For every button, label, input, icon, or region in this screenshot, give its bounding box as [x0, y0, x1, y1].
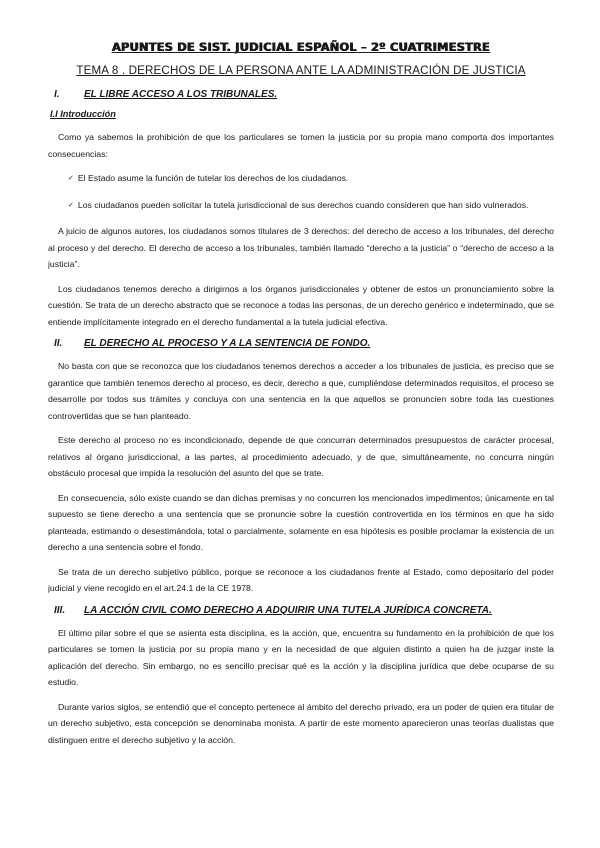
section-number: I.: [54, 89, 60, 100]
section-heading-1: [48, 89, 554, 100]
section-title: EL LIBRE ACCESO A LOS TRIBUNALES.: [84, 89, 278, 100]
paragraph: Los ciudadanos tenemos derecho a dirigirnos a los órganos jurisdiccionales y obtener de estos un pronunciamiento sobre la cuestión. Se trata de un derecho abstracto que se reconoce a todas las personas, de un derecho genérico e indeterminado, que se entiende implícitamente integrado en el derecho fundamental a la tutela judicial efectiva.: [48, 283, 554, 327]
section-title: EL DERECHO AL PROCESO Y A LA SENTENCIA DE FONDO.: [84, 338, 371, 349]
check-bullet-icon: ✓: [68, 175, 74, 182]
paragraph: El último pilar sobre el que se asienta esta disciplina, es la acción, que, encuentra su fundamento en la prohibición de que los particulares se tomen la justicia por su propia mano y en la necesidad de que alguien distinto a quien ha de juzgar inste la aplicación del derecho. Sin embargo, no es sencillo precisar qué es la acción y la disciplina jurídica que debe ocuparse de su estudio.: [48, 627, 554, 687]
paragraph: A juicio de algunos autores, los ciudadanos somos titulares de 3 derechos: del derecho de acceso a los tribunales, del derecho al proceso y del derecho. El derecho de acceso a los tribunales, también llamado “derecho a la justicia” o “derecho de acceso a la justicia”.: [48, 226, 554, 269]
subsection-heading: I.I Introducción: [50, 109, 116, 119]
section-title: LA ACCIÓN CIVIL COMO DERECHO A ADQUIRIR UNA TUTELA JURÍDICA CONCRETA.: [84, 604, 492, 616]
section-number: III.: [54, 604, 66, 616]
section-heading-3: [48, 605, 554, 616]
paragraph: En consecuencia, sólo existe cuando se dan dichas premisas y no concurren los mencionados impedimentos; únicamente en tal supuesto se tiene derecho a una sentencia que se pronuncie sobre la cuestión controvertida en los términos en que ha sido planteada, estimando o desestimándola, total o parcialmente, solamente en esa hipótesis es posible proclamar la existencia de un derecho a una sentencia sobre el fondo.: [48, 492, 554, 552]
section-heading-2: [48, 338, 554, 349]
paragraph: Como ya sabemos la prohibición de que los particulares se tomen la justicia por su propia mano comporta dos importantes consecuencias:: [48, 132, 554, 159]
paragraph: No basta con que se reconozca que los ciudadanos tenemos derechos a acceder a los tribunales de justicia, es preciso que se garantice que también tenemos derecho al proceso, es decir, derecho a que, cumpliéndose determinados requisitos, el proceso se desarrolle por todos sus trámites y concluya con una sentencia en la que aquellos se pronuncien sobre toda las cuestiones controvertidas que se han planteado.: [48, 361, 554, 421]
check-bullet-icon: ✓: [68, 201, 74, 209]
document-main-title: APUNTES DE SIST. JUDICIAL ESPAÑOL – 2º CUATRIMESTRE: [112, 40, 490, 54]
paragraph: Se trata de un derecho subjetivo público, porque se reconoce a los ciudadanos frente al Estado, como depositario del poder judicial y viene recogido en el art.24.1 de la CE 1978.: [48, 566, 554, 593]
bullet-item: [48, 170, 554, 189]
bullet-text: El Estado asume la función de tutelar los derechos de los ciudadanos.: [77, 173, 349, 183]
paragraph: Este derecho al proceso no es incondicionado, depende de que concurran determinados presupuestos de carácter procesal, relativos al órgano jurisdiccional, a las partes, al procedimiento adecuado, y de que, simultáneamente, no concurra ningún obstáculo procesal que impida la resolución del asunto del que se trate.: [48, 435, 554, 478]
document-subtitle: TEMA 8 . DERECHOS DE LA PERSONA ANTE LA ADMINISTRACIÓN DE JUSTICIA: [76, 64, 526, 77]
bullet-text: Los ciudadanos pueden solicitar la tutela jurisdiccional de sus derechos cuando consideren que han sido vulnerados.: [77, 199, 529, 210]
paragraph: Durante varios siglos, se entendió que el concepto pertenece al ámbito del derecho privado, era un poder de quien era titular de un derecho subjetivo, esta concepción se denominaba monista. A partir de este momento aparecieron unas teorías dualistas que distinguen entre el derecho subjetivo y la acción.: [48, 701, 554, 745]
bullet-item: [48, 197, 554, 216]
section-number: II.: [54, 338, 63, 349]
